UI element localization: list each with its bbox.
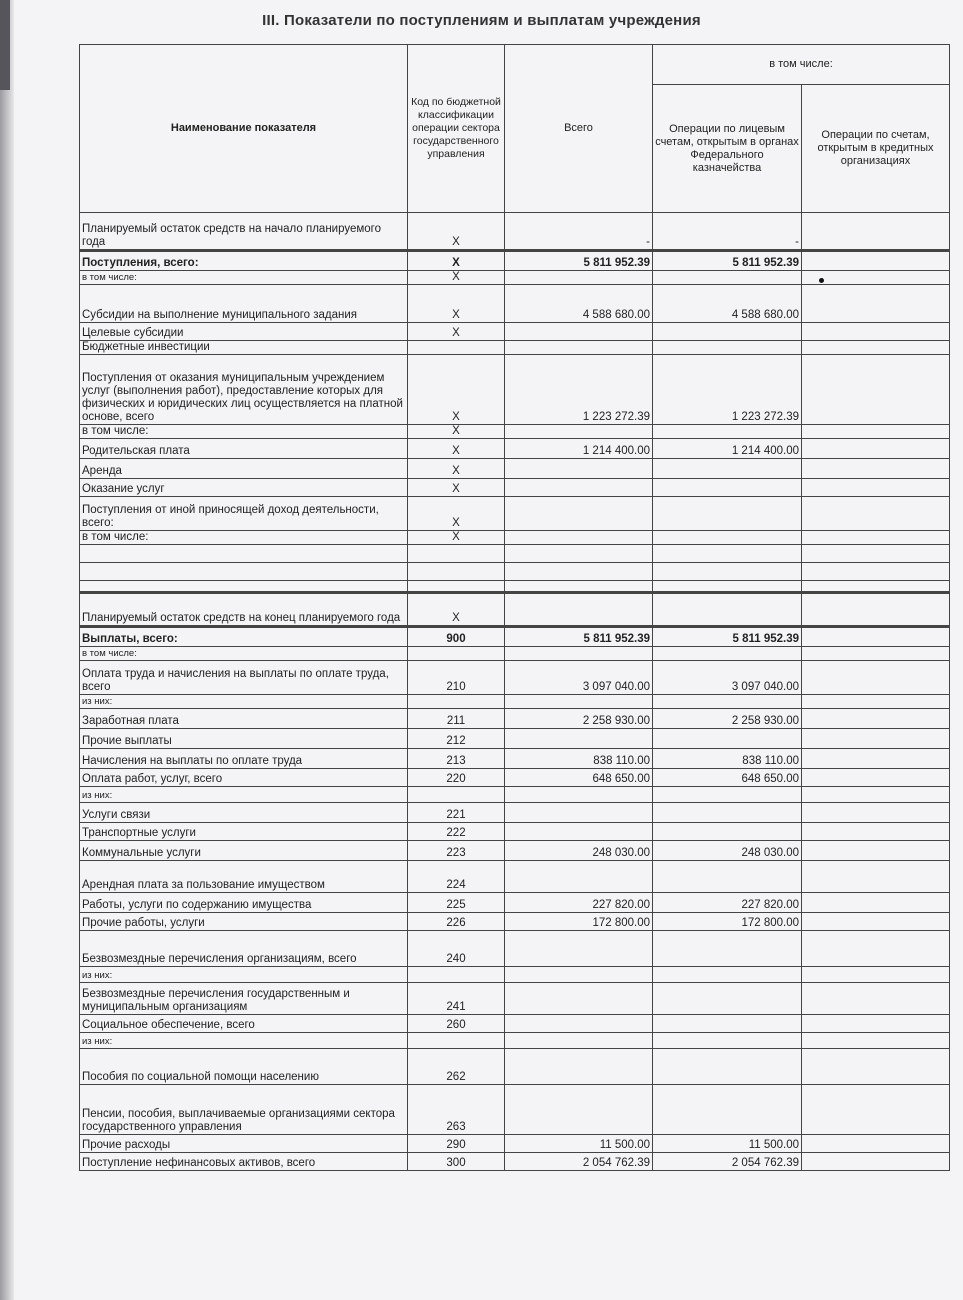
table-row	[80, 285, 950, 323]
row-treasury-cell	[653, 647, 802, 661]
row-code-cell	[408, 647, 505, 661]
row-treasury-cell	[653, 729, 802, 749]
row-code-cell: X	[408, 271, 505, 285]
row-total-cell: 248 030.00	[505, 841, 653, 861]
row-name-cell: Безвозмездные перечисления организациям, всего	[80, 931, 408, 967]
table-row	[80, 479, 950, 497]
row-treasury-cell	[653, 803, 802, 823]
row-treasury-cell: 838 110.00	[653, 749, 802, 769]
row-code-cell: 220	[408, 769, 505, 787]
row-treasury-cell: 11 500.00	[653, 1135, 802, 1153]
table-row	[80, 709, 950, 729]
row-total-cell: 11 500.00	[505, 1135, 653, 1153]
row-credit-cell	[802, 251, 950, 271]
table-row	[80, 931, 950, 967]
row-total-cell	[505, 1085, 653, 1135]
row-name-cell: Оплата труда и начисления на выплаты по оплате труда, всего	[80, 661, 408, 695]
table-row	[80, 563, 950, 581]
header-name: Наименование показателя	[80, 45, 408, 213]
row-credit-cell	[802, 425, 950, 439]
row-treasury-cell: -	[653, 213, 802, 251]
row-name-cell: Прочие выплаты	[80, 729, 408, 749]
row-treasury-cell	[653, 425, 802, 439]
table-row	[80, 967, 950, 983]
row-credit-cell	[802, 1153, 950, 1171]
row-name-cell: Безвозмездные перечисления государственным и муниципальным организациям	[80, 983, 408, 1015]
row-total-cell	[505, 323, 653, 341]
row-credit-cell	[802, 323, 950, 341]
table-row	[80, 1085, 950, 1135]
row-credit-cell	[802, 661, 950, 695]
row-credit-cell	[802, 285, 950, 323]
row-total-cell	[505, 581, 653, 593]
row-treasury-cell: 4 588 680.00	[653, 285, 802, 323]
row-name-cell: Бюджетные инвестиции	[80, 341, 408, 355]
row-credit-cell	[802, 1049, 950, 1085]
row-treasury-cell	[653, 479, 802, 497]
row-credit-cell	[802, 1015, 950, 1033]
row-total-cell: 172 800.00	[505, 913, 653, 931]
row-treasury-cell	[653, 1015, 802, 1033]
row-credit-cell	[802, 749, 950, 769]
row-name-cell: Работы, услуги по содержанию имущества	[80, 893, 408, 913]
row-total-cell	[505, 479, 653, 497]
header-credit: Операции по счетам, открытым в кредитных организациях	[802, 85, 950, 213]
section-title: III. Показатели по поступлениям и выплатам учреждения	[262, 12, 701, 29]
row-total-cell	[505, 823, 653, 841]
row-total-cell	[505, 1033, 653, 1049]
row-name-cell: Поступления от оказания муниципальным учреждением услуг (выполнения работ), предоставление которых для физических и юридических лиц осуществляется на платной основе, всего	[80, 355, 408, 425]
row-name-cell: Прочие работы, услуги	[80, 913, 408, 931]
row-code-cell: X	[408, 459, 505, 479]
row-name-cell: в том числе:	[80, 425, 408, 439]
row-total-cell	[505, 861, 653, 893]
row-name-cell: из них:	[80, 1033, 408, 1049]
row-total-cell	[505, 563, 653, 581]
row-treasury-cell	[653, 823, 802, 841]
table-row	[80, 841, 950, 861]
row-code-cell: X	[408, 323, 505, 341]
row-credit-cell	[802, 1033, 950, 1049]
row-treasury-cell: 3 097 040.00	[653, 661, 802, 695]
row-name-cell: Арендная плата за пользование имуществом	[80, 861, 408, 893]
row-treasury-cell	[653, 497, 802, 531]
row-code-cell: X	[408, 439, 505, 459]
row-code-cell: X	[408, 497, 505, 531]
table-row	[80, 355, 950, 425]
row-name-cell	[80, 545, 408, 563]
row-credit-cell	[802, 459, 950, 479]
row-code-cell	[408, 695, 505, 709]
table-row	[80, 769, 950, 787]
row-credit-cell	[802, 787, 950, 803]
table-row	[80, 213, 950, 251]
row-credit-cell	[802, 271, 950, 285]
row-name-cell: Заработная плата	[80, 709, 408, 729]
row-credit-cell	[802, 841, 950, 861]
row-treasury-cell	[653, 931, 802, 967]
row-code-cell: X	[408, 355, 505, 425]
row-treasury-cell	[653, 563, 802, 581]
row-total-cell: 1 223 272.39	[505, 355, 653, 425]
row-name-cell: Поступления от иной приносящей доход деятельности, всего:	[80, 497, 408, 531]
row-code-cell: X	[408, 285, 505, 323]
row-total-cell	[505, 931, 653, 967]
row-code-cell	[408, 341, 505, 355]
row-total-cell: 2 054 762.39	[505, 1153, 653, 1171]
row-credit-cell	[802, 531, 950, 545]
table-row	[80, 531, 950, 545]
table-row	[80, 1049, 950, 1085]
row-treasury-cell: 227 820.00	[653, 893, 802, 913]
row-treasury-cell: 2 054 762.39	[653, 1153, 802, 1171]
row-total-cell: 5 811 952.39	[505, 627, 653, 647]
row-credit-cell	[802, 593, 950, 627]
row-credit-cell	[802, 627, 950, 647]
row-credit-cell	[802, 983, 950, 1015]
row-treasury-cell	[653, 271, 802, 285]
row-credit-cell	[802, 1135, 950, 1153]
row-treasury-cell	[653, 967, 802, 983]
row-credit-cell	[802, 931, 950, 967]
row-code-cell: X	[408, 213, 505, 251]
row-code-cell	[408, 563, 505, 581]
row-name-cell	[80, 563, 408, 581]
row-name-cell: Родительская плата	[80, 439, 408, 459]
row-name-cell: Пособия по социальной помощи населению	[80, 1049, 408, 1085]
table-row	[80, 1153, 950, 1171]
row-code-cell: 300	[408, 1153, 505, 1171]
table-row	[80, 749, 950, 769]
row-total-cell	[505, 531, 653, 545]
row-treasury-cell: 5 811 952.39	[653, 627, 802, 647]
row-credit-cell	[802, 563, 950, 581]
row-total-cell	[505, 695, 653, 709]
row-name-cell: Планируемый остаток средств на конец планируемого года	[80, 593, 408, 627]
row-treasury-cell	[653, 593, 802, 627]
row-credit-cell	[802, 967, 950, 983]
table-row	[80, 1033, 950, 1049]
row-treasury-cell: 1 223 272.39	[653, 355, 802, 425]
row-name-cell: Пенсии, пособия, выплачиваемые организациями сектора государственного управления	[80, 1085, 408, 1135]
row-name-cell: Аренда	[80, 459, 408, 479]
row-total-cell	[505, 1015, 653, 1033]
row-total-cell	[505, 647, 653, 661]
row-total-cell	[505, 425, 653, 439]
row-name-cell: из них:	[80, 967, 408, 983]
row-credit-cell	[802, 695, 950, 709]
table-row	[80, 1015, 950, 1033]
row-total-cell	[505, 983, 653, 1015]
row-treasury-cell	[653, 695, 802, 709]
row-credit-cell	[802, 647, 950, 661]
row-code-cell: 222	[408, 823, 505, 841]
row-code-cell	[408, 545, 505, 563]
row-total-cell: 1 214 400.00	[505, 439, 653, 459]
row-total-cell: 5 811 952.39	[505, 251, 653, 271]
row-code-cell: 900	[408, 627, 505, 647]
row-code-cell: 221	[408, 803, 505, 823]
table-row	[80, 545, 950, 563]
row-code-cell: 241	[408, 983, 505, 1015]
table-row	[80, 983, 950, 1015]
table-row	[80, 439, 950, 459]
row-credit-cell	[802, 341, 950, 355]
row-credit-cell	[802, 1085, 950, 1135]
row-code-cell: 262	[408, 1049, 505, 1085]
row-code-cell: 290	[408, 1135, 505, 1153]
row-treasury-cell	[653, 531, 802, 545]
row-treasury-cell: 2 258 930.00	[653, 709, 802, 729]
row-credit-cell	[802, 213, 950, 251]
row-code-cell: 263	[408, 1085, 505, 1135]
table-row	[80, 251, 950, 271]
row-total-cell: 2 258 930.00	[505, 709, 653, 729]
row-treasury-cell	[653, 1049, 802, 1085]
row-name-cell: из них:	[80, 695, 408, 709]
row-total-cell	[505, 1049, 653, 1085]
table-row	[80, 425, 950, 439]
row-credit-cell	[802, 893, 950, 913]
table-row	[80, 459, 950, 479]
row-name-cell	[80, 581, 408, 593]
table-row	[80, 1135, 950, 1153]
row-credit-cell	[802, 729, 950, 749]
row-name-cell: в том числе:	[80, 531, 408, 545]
row-name-cell: Планируемый остаток средств на начало планируемого года	[80, 213, 408, 251]
row-total-cell: 4 588 680.00	[505, 285, 653, 323]
row-treasury-cell	[653, 1085, 802, 1135]
table-row	[80, 729, 950, 749]
row-credit-cell	[802, 861, 950, 893]
row-total-cell	[505, 545, 653, 563]
row-treasury-cell	[653, 459, 802, 479]
header-treasury: Операции по лицевым счетам, открытым в органах Федерального казначейства	[653, 85, 802, 213]
table-row	[80, 581, 950, 593]
row-credit-cell	[802, 823, 950, 841]
row-name-cell: Субсидии на выполнение муниципального задания	[80, 285, 408, 323]
table-row	[80, 861, 950, 893]
row-treasury-cell	[653, 1033, 802, 1049]
ink-dot	[819, 278, 824, 283]
row-name-cell: Коммунальные услуги	[80, 841, 408, 861]
table-row	[80, 823, 950, 841]
table-row	[80, 913, 950, 931]
row-credit-cell	[802, 803, 950, 823]
table-row	[80, 695, 950, 709]
row-credit-cell	[802, 479, 950, 497]
row-total-cell	[505, 271, 653, 285]
table-row	[80, 341, 950, 355]
row-code-cell: 224	[408, 861, 505, 893]
row-code-cell: 212	[408, 729, 505, 749]
row-code-cell	[408, 581, 505, 593]
row-treasury-cell: 648 650.00	[653, 769, 802, 787]
row-total-cell: -	[505, 213, 653, 251]
row-total-cell: 227 820.00	[505, 893, 653, 913]
table-row	[80, 593, 950, 627]
row-code-cell: 240	[408, 931, 505, 967]
row-credit-cell	[802, 545, 950, 563]
row-code-cell: X	[408, 425, 505, 439]
row-name-cell: Оплата работ, услуг, всего	[80, 769, 408, 787]
row-name-cell: Оказание услуг	[80, 479, 408, 497]
row-name-cell: Выплаты, всего:	[80, 627, 408, 647]
row-code-cell: X	[408, 251, 505, 271]
table-row	[80, 893, 950, 913]
row-total-cell	[505, 593, 653, 627]
row-treasury-cell: 5 811 952.39	[653, 251, 802, 271]
row-code-cell: 211	[408, 709, 505, 729]
row-total-cell	[505, 967, 653, 983]
row-code-cell: X	[408, 479, 505, 497]
row-total-cell: 838 110.00	[505, 749, 653, 769]
row-code-cell: X	[408, 531, 505, 545]
row-treasury-cell: 1 214 400.00	[653, 439, 802, 459]
row-name-cell: из них:	[80, 787, 408, 803]
row-treasury-cell	[653, 545, 802, 563]
row-name-cell: Прочие расходы	[80, 1135, 408, 1153]
table-row	[80, 497, 950, 531]
row-name-cell: Транспортные услуги	[80, 823, 408, 841]
row-treasury-cell	[653, 581, 802, 593]
row-total-cell	[505, 341, 653, 355]
row-name-cell: в том числе:	[80, 271, 408, 285]
row-name-cell: Социальное обеспечение, всего	[80, 1015, 408, 1033]
row-name-cell: Поступление нефинансовых активов, всего	[80, 1153, 408, 1171]
row-code-cell: 223	[408, 841, 505, 861]
row-treasury-cell	[653, 323, 802, 341]
row-treasury-cell	[653, 983, 802, 1015]
header-code: Код по бюджетной классификации операции сектора государственного управления	[408, 45, 505, 213]
row-total-cell: 3 097 040.00	[505, 661, 653, 695]
row-credit-cell	[802, 439, 950, 459]
row-total-cell	[505, 787, 653, 803]
row-code-cell: 210	[408, 661, 505, 695]
row-credit-cell	[802, 581, 950, 593]
row-credit-cell	[802, 355, 950, 425]
table-row	[80, 661, 950, 695]
row-credit-cell	[802, 709, 950, 729]
row-code-cell: X	[408, 593, 505, 627]
row-credit-cell	[802, 769, 950, 787]
table-row	[80, 647, 950, 661]
row-code-cell: 260	[408, 1015, 505, 1033]
row-code-cell: 226	[408, 913, 505, 931]
row-treasury-cell	[653, 341, 802, 355]
row-treasury-cell	[653, 787, 802, 803]
row-treasury-cell	[653, 861, 802, 893]
page-edge-shadow	[0, 0, 14, 1300]
row-name-cell: в том числе:	[80, 647, 408, 661]
indicators-table	[79, 44, 950, 1171]
table-row	[80, 323, 950, 341]
row-credit-cell	[802, 497, 950, 531]
header-including: в том числе:	[653, 45, 950, 85]
table-row	[80, 787, 950, 803]
row-treasury-cell: 172 800.00	[653, 913, 802, 931]
row-treasury-cell: 248 030.00	[653, 841, 802, 861]
row-code-cell	[408, 967, 505, 983]
row-name-cell: Целевые субсидии	[80, 323, 408, 341]
row-code-cell	[408, 787, 505, 803]
row-code-cell	[408, 1033, 505, 1049]
row-total-cell: 648 650.00	[505, 769, 653, 787]
row-total-cell	[505, 459, 653, 479]
row-code-cell: 225	[408, 893, 505, 913]
table-row	[80, 627, 950, 647]
header-total: Всего	[505, 45, 653, 213]
row-name-cell: Услуги связи	[80, 803, 408, 823]
row-code-cell: 213	[408, 749, 505, 769]
row-total-cell	[505, 803, 653, 823]
row-total-cell	[505, 729, 653, 749]
table-row	[80, 803, 950, 823]
row-name-cell: Поступления, всего:	[80, 251, 408, 271]
row-total-cell	[505, 497, 653, 531]
row-name-cell: Начисления на выплаты по оплате труда	[80, 749, 408, 769]
row-credit-cell	[802, 913, 950, 931]
